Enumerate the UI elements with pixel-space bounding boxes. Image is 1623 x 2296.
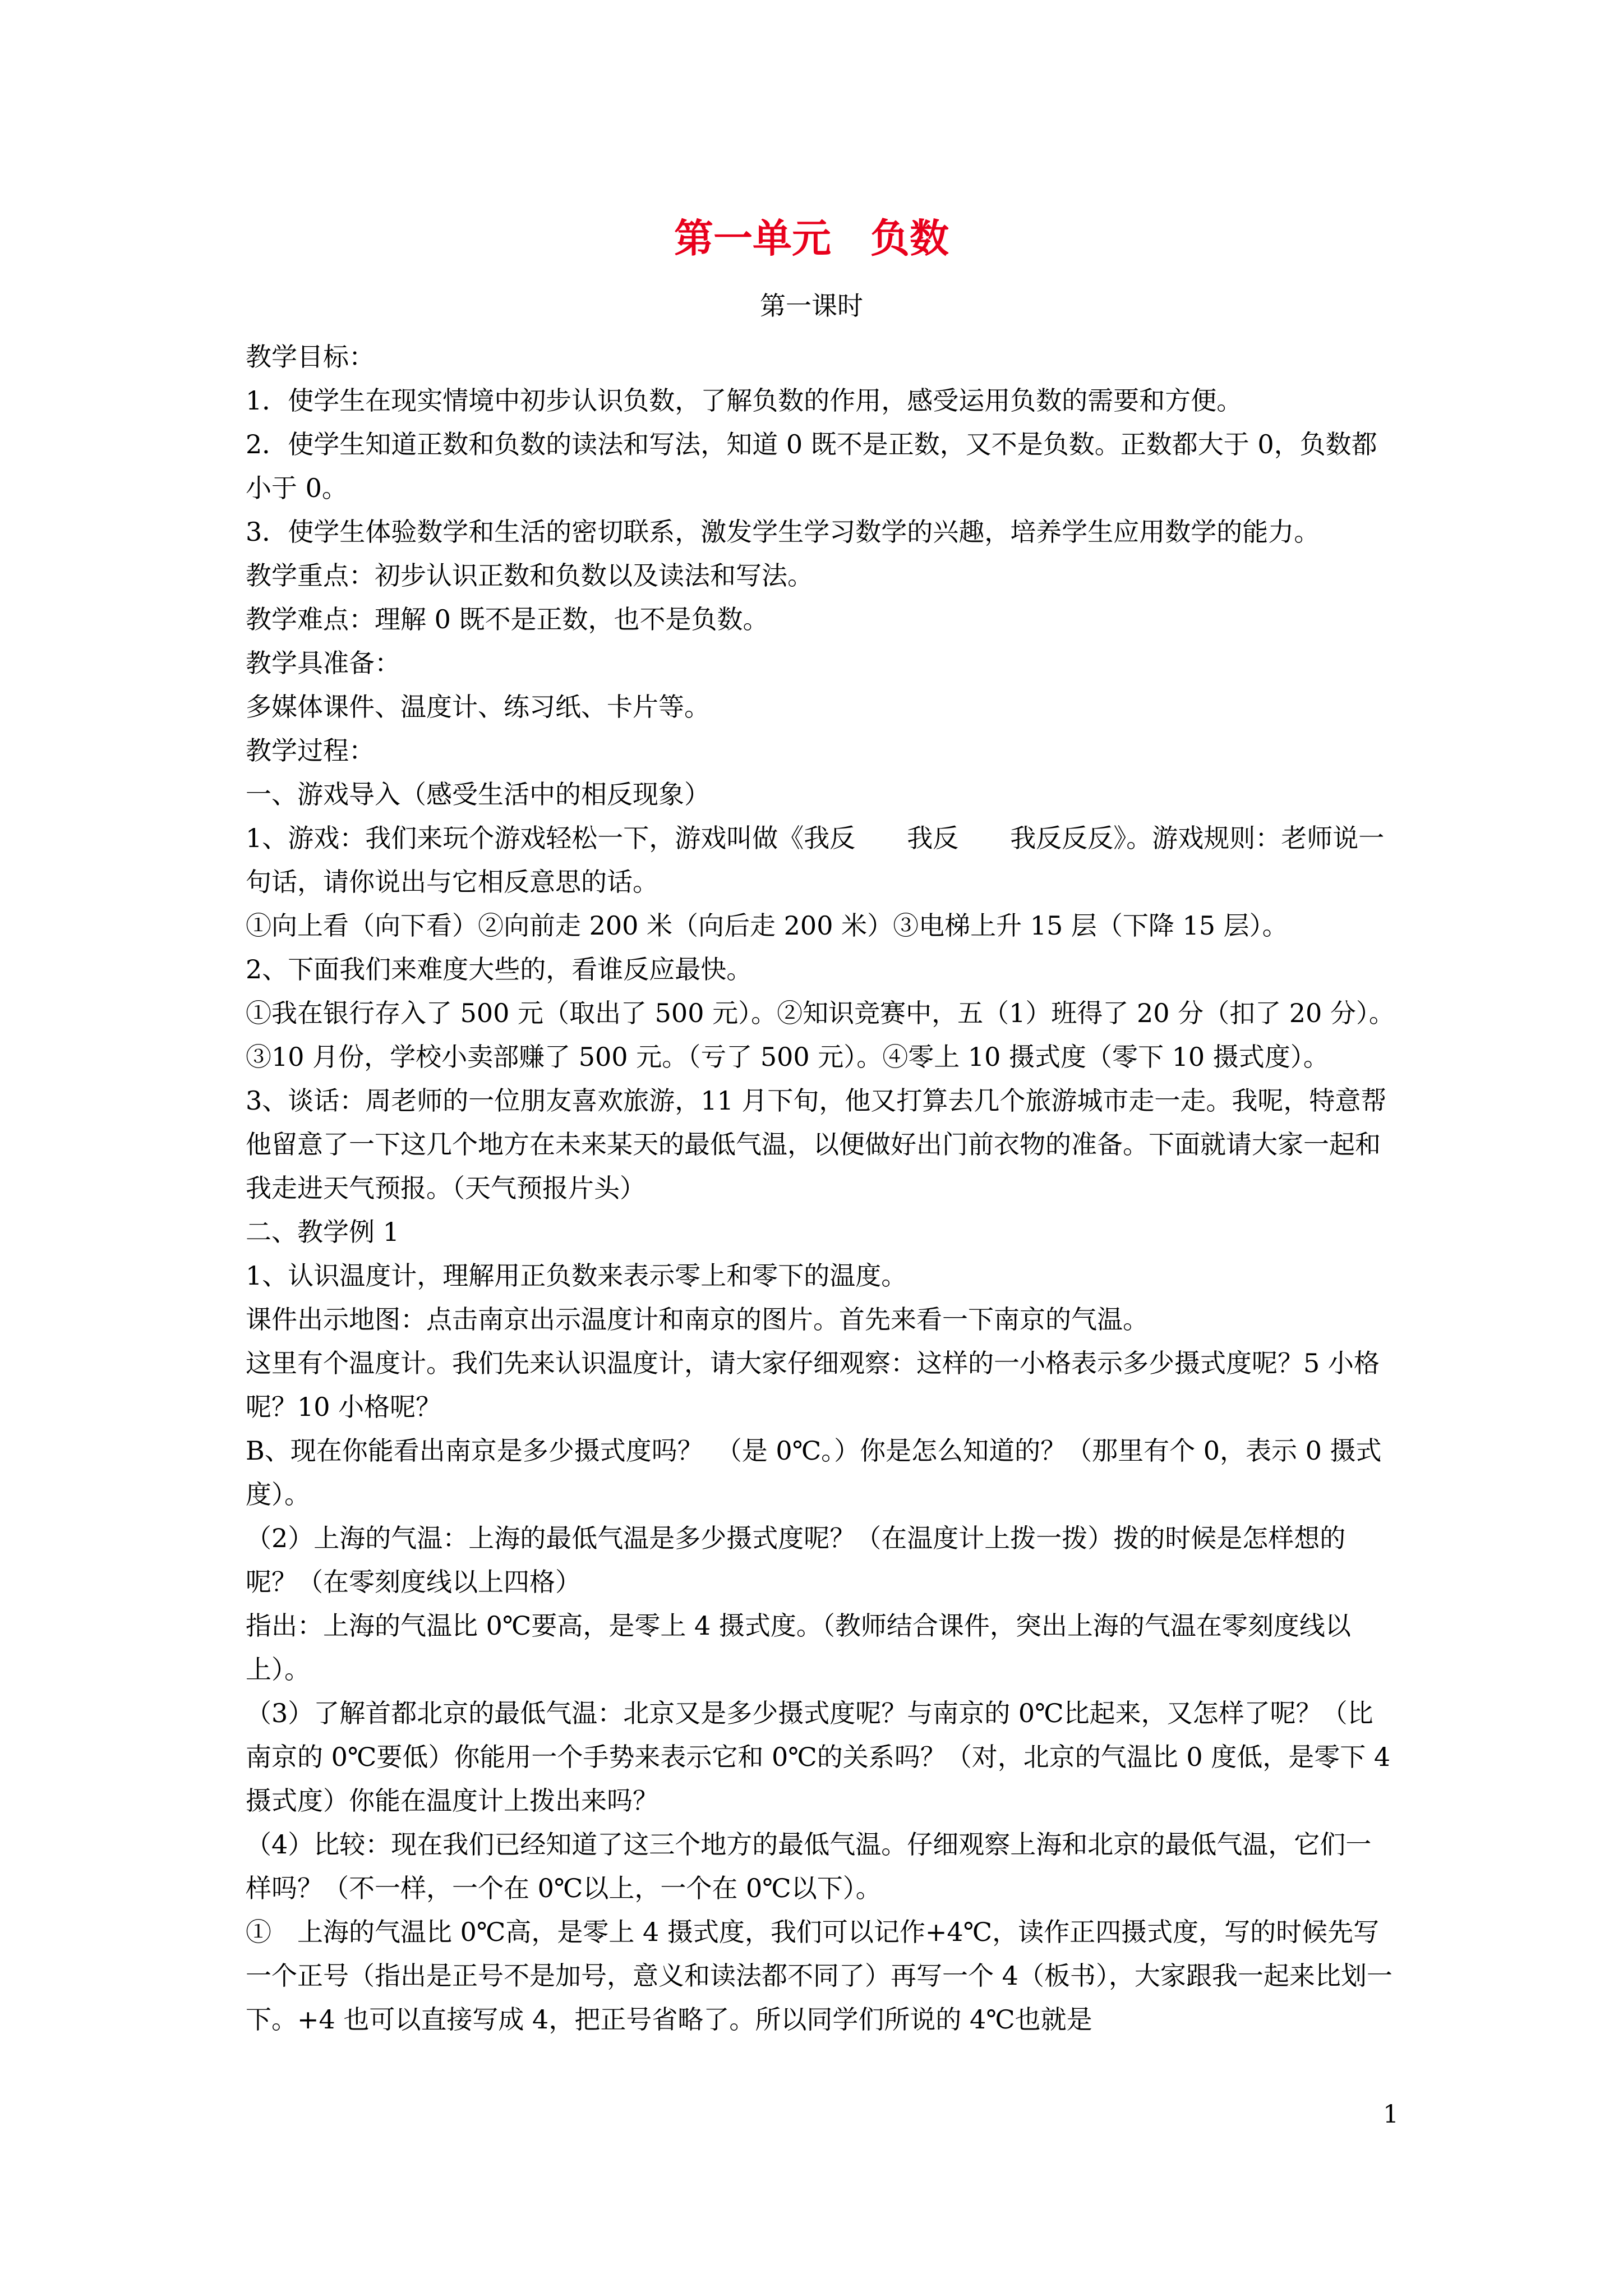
paragraph: 二、教学例 1 [246,1217,399,1247]
paragraph: 一、游戏导入（感受生活中的相反现象） [246,779,710,809]
paragraph: ① 上海的气温比 0℃高，是零上 4 摄式度，我们可以记作+4℃，读作正四摄式度，写的时候先写一个正号（指出是正号不是加号，意义和读法都不同了）再写一个 4（板书），大家跟我一起来比划一下。+4 也可以直接写成 4，把正号省略了。所以同学们所说的 4℃也就是 [246,1917,1393,2035]
page-title: 第一单元 负数 [674,215,949,261]
paragraph: （2）上海的气温：上海的最低气温是多少摄式度呢？（在温度计上拨一拨）拨的时候是怎样想的呢？（在零刻度线以上四格） [246,1523,1346,1597]
paragraph: 多媒体课件、温度计、练习纸、卡片等。 [246,692,710,722]
paragraph: （3）了解首都北京的最低气温：北京又是多少摄式度呢？与南京的 0℃比起来，又怎样了呢？（比南京的 0℃要低）你能用一个手势来表示它和 0℃的关系吗？（对，北京的气温比 0 度低，是零下 4 摄式度）你能在温度计上拨出来吗？ [246,1698,1391,1816]
paragraph: 1、认识温度计，理解用正负数来表示零上和零下的温度。 [246,1260,907,1291]
paragraph: 教学目标： [246,342,375,372]
paragraph: ③10 月份，学校小卖部赚了 500 元。（亏了 500 元）。④零上 10 摄式度（零下 10 摄式度）。 [246,1042,1329,1072]
page-number: 1 [1383,2100,1399,2129]
paragraph: 1、游戏：我们来玩个游戏轻松一下，游戏叫做《我反 我反 我反反反》。游戏规则：老师说一句话，请你说出与它相反意思的话。 [246,823,1385,897]
paragraph: 教学难点：理解 0 既不是正数，也不是负数。 [246,604,769,634]
paragraph: 1．使学生在现实情境中初步认识负数，了解负数的作用，感受运用负数的需要和方便。 [246,385,1243,416]
paragraph: ①我在银行存入了 500 元（取出了 500 元）。②知识竞赛中，五（1）班得了 20 分（扣了 20 分）。 [246,998,1395,1028]
paragraph: ①向上看（向下看）②向前走 200 米（向后走 200 米）③电梯上升 15 层（下降 15 层）。 [246,910,1288,941]
paragraph: （4）比较：现在我们已经知道了这三个地方的最低气温。仔细观察上海和北京的最低气温，它们一样吗？（不一样，一个在 0℃以上，一个在 0℃以下）。 [246,1829,1372,1903]
paragraph: 教学过程： [246,735,375,766]
paragraph: 指出：上海的气温比 0℃要高，是零上 4 摄式度。（教师结合课件，突出上海的气温在零刻度线以上）。 [246,1611,1351,1685]
paragraph: B、现在你能看出南京是多少摄式度吗？ （是 0℃。）你是怎么知道的？（那里有个 0，表示 0 摄式度）。 [246,1435,1382,1510]
paragraph: 2．使学生知道正数和负数的读法和写法，知道 0 既不是正数，又不是负数。正数都大于 0，负数都小于 0。 [246,429,1377,503]
page-subtitle: 第一课时 [760,291,863,321]
document-body [246,335,1395,2041]
paragraph: 2、下面我们来难度大些的，看谁反应最快。 [246,954,753,984]
paragraph: 这里有个温度计。我们先来认识温度计，请大家仔细观察：这样的一小格表示多少摄式度呢？5 小格呢？10 小格呢？ [246,1348,1380,1422]
paragraph: 教学具准备： [246,648,400,678]
paragraph: 教学重点：初步认识正数和负数以及读法和写法。 [246,560,813,591]
paragraph: 课件出示地图：点击南京出示温度计和南京的图片。首先来看一下南京的气温。 [246,1304,1149,1335]
paragraph: 3．使学生体验数学和生活的密切联系，激发学生学习数学的兴趣，培养学生应用数学的能力。 [246,517,1320,547]
paragraph: 3、谈话：周老师的一位朋友喜欢旅游，11 月下旬，他又打算去几个旅游城市走一走。我呢，特意帮他留意了一下这几个地方在未来某天的最低气温，以便做好出门前衣物的准备。下面就请大家一起和我走进天气预报。（天气预报片头） [246,1085,1387,1203]
